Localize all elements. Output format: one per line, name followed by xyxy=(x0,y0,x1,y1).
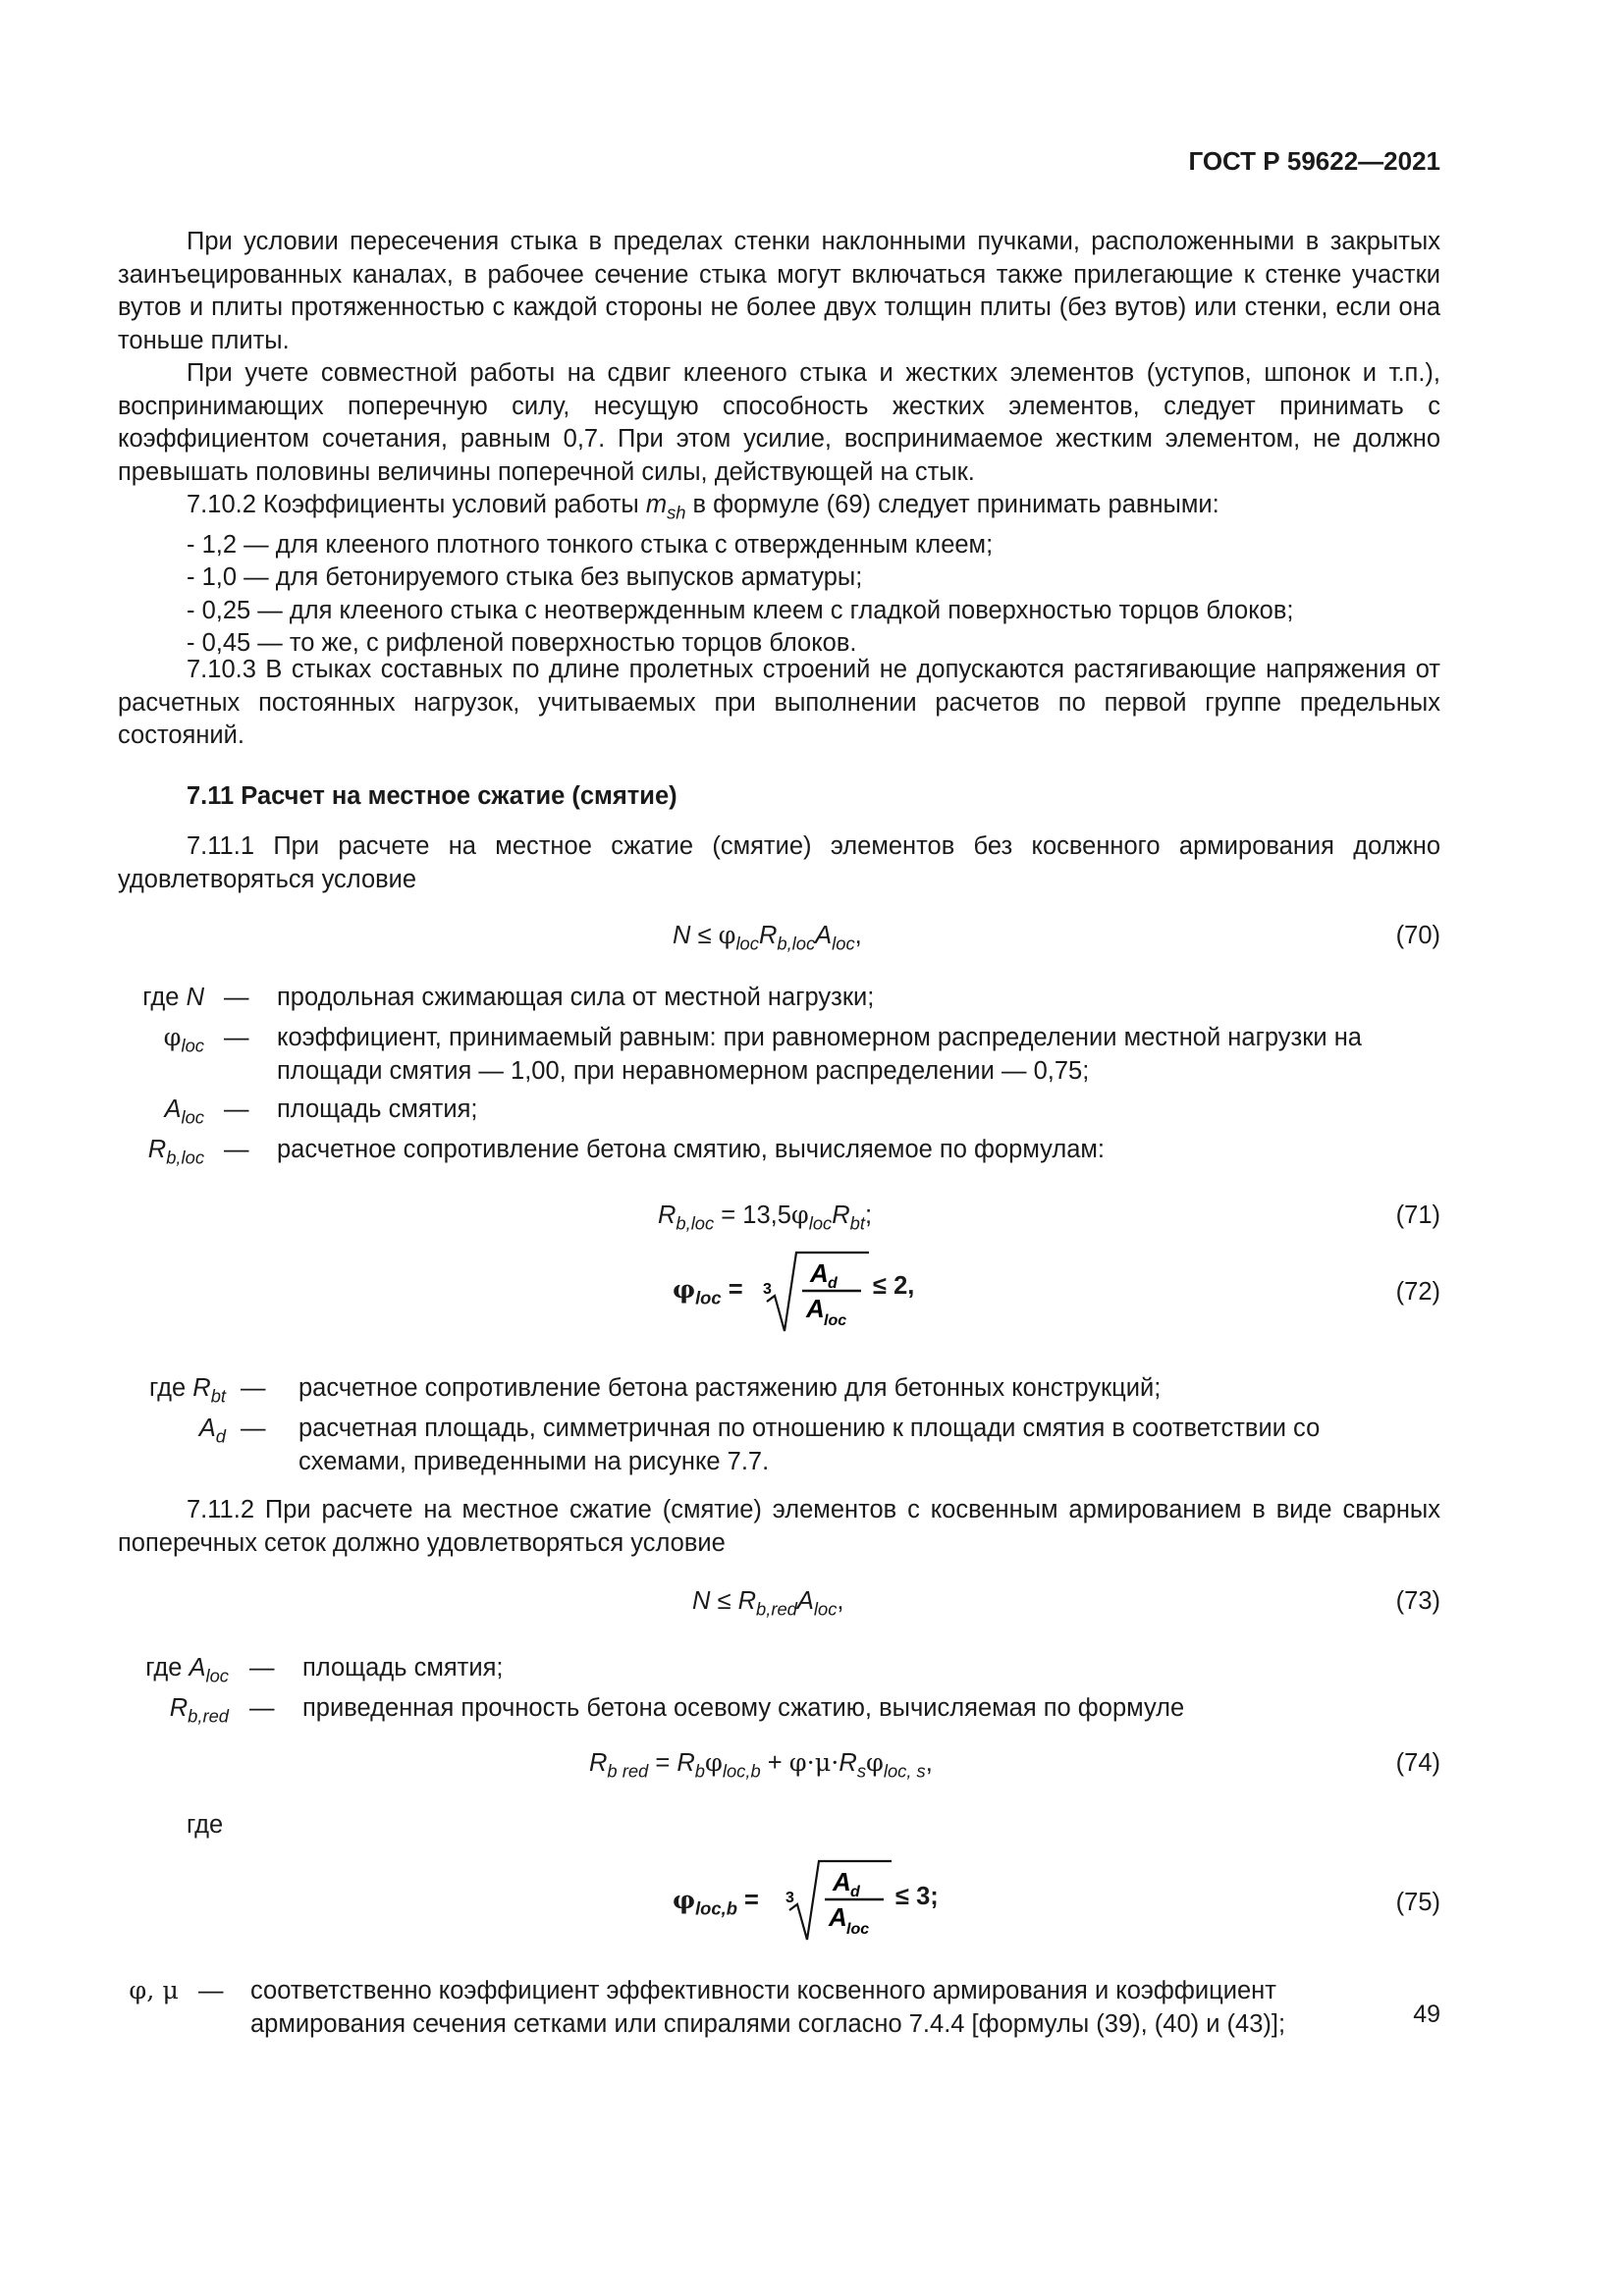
cube-root-sign xyxy=(785,1855,893,1944)
where-label xyxy=(118,1809,1440,1842)
where-dash: — xyxy=(224,1024,249,1051)
where-dash: — xyxy=(249,1654,275,1682)
formula-number: (75) xyxy=(1395,1889,1440,1916)
formula-number: (71) xyxy=(1395,1201,1440,1229)
paragraph-text: 7.11.2 При расчете на местное сжатие (смятие) элементов с косвенным армированием в виде сварных поперечных сеток должно удовлетворяться условие xyxy=(118,1496,1440,1557)
paragraph-text: 7.10.3 В стыках составных по длине пролетных строений не допускаются растягивающие напряжения от расчетных постоянных нагрузок, учитываемых при выполнении расчетов по первой группе предельных состояний. xyxy=(118,656,1440,749)
denominator-sub: loc xyxy=(846,1921,870,1938)
where-dash: — xyxy=(241,1415,266,1442)
document-header: ГОСТ Р 59622—2021 xyxy=(1188,146,1440,176)
formula-expression: $N \le \varphi_{loc}R_{b,loc}A_{loc}$, xyxy=(673,921,862,954)
where-dash: — xyxy=(198,1977,224,2004)
formula-number: (73) xyxy=(1395,1587,1440,1615)
formula-number: (72) xyxy=(1395,1278,1440,1306)
root-index: 3 xyxy=(785,1890,794,1906)
where-symbol: $A_d$ xyxy=(198,1415,226,1447)
formula-71 xyxy=(118,1200,1440,1239)
clause-7-11-1 xyxy=(118,830,1440,896)
where-symbol: где $R_{bt}$ xyxy=(148,1374,226,1407)
paragraph-text: При учете совместной работы на сдвиг клееного стыка и жестких элементов (уступов, шпонок и т.п.), воспринимающих поперечную силу, несущую способность жестких элементов, следует принимать с коэффициентом сочетания, равным 0,7. При этом усилие, воспринимаемое жестким элементом, не должно превышать половины величины поперечной силы, действующей на стык. xyxy=(118,359,1440,486)
clause-7-10-3 xyxy=(118,654,1440,753)
where-definition: площадь смятия; xyxy=(277,1095,478,1123)
clause-7-11-2 xyxy=(118,1494,1440,1560)
denominator-A: A xyxy=(806,1294,825,1323)
formula-number: (70) xyxy=(1395,922,1440,949)
formula-expression: $R_{b red} = R_b\varphi_{loc,b} + \varphi\cdot\mu\cdot R_s\varphi_{loc, s}$, xyxy=(589,1748,933,1782)
bound: ≤ 3; xyxy=(895,1883,939,1910)
list-item: - 0,25 — для клееного стыка с неотвержденным клеем с гладкой поверхностью торцов блоков; xyxy=(187,596,1294,624)
where-dash: — xyxy=(249,1694,275,1722)
numerator-A: A xyxy=(833,1867,851,1896)
denominator-sub: loc xyxy=(824,1312,847,1329)
numerator-A: A xyxy=(810,1258,829,1288)
numerator-sub: d xyxy=(850,1884,860,1900)
section-heading-7-11 xyxy=(118,780,1440,814)
formula-expression: $R_{b,loc} = 13,5\varphi_{loc}R_{bt}$; xyxy=(658,1201,873,1234)
where-definition: соответственно коэффициент эффективности косвенного армирования и коэффициент армирования сечения сетками или спиралями согласно 7.4.4 [формулы (39), (40) и (43)]; xyxy=(250,1977,1286,2038)
section-title: 7.11 Расчет на местное сжатие (смятие) xyxy=(187,782,677,810)
page-number: 49 xyxy=(1413,2001,1440,2028)
formula-expression: $N \le R_{b,red}A_{loc}$, xyxy=(692,1587,844,1620)
formula-expression: $\varphi_{loc}$ = 3 A d A loc ≤ 2, xyxy=(673,1247,987,1335)
where-dash: — xyxy=(224,1136,249,1163)
where-dash: — xyxy=(224,984,249,1011)
where-dash: — xyxy=(241,1374,266,1402)
where-symbol: $\varphi_{loc}$ xyxy=(163,1023,204,1056)
paragraph-text: 7.11.1 При расчете на местное сжатие (смятие) элементов без косвенного армирования должно удовлетворяться условие xyxy=(118,832,1440,893)
formula-74 xyxy=(118,1747,1440,1787)
root-index: 3 xyxy=(763,1281,772,1298)
where-definition: приведенная прочность бетона осевому сжатию, вычисляемая по формуле xyxy=(302,1694,1185,1722)
list-item: - 1,2 — для клееного плотного тонкого стыка с отвержденным клеем; xyxy=(187,530,994,559)
where-symbol: $A_{loc}$ xyxy=(164,1095,204,1128)
where-dash: — xyxy=(224,1095,249,1123)
denominator-A: A xyxy=(829,1902,847,1932)
where-definition: расчетная площадь, симметричная по отношению к площади смятия в соответствии со схемами, приведенными на рисунке 7.7. xyxy=(298,1415,1321,1475)
where-symbol: где $A_{loc}$ xyxy=(145,1654,229,1686)
formula-expression: $\varphi_{loc,b}$ = 3 A d A loc ≤ 3; xyxy=(673,1855,1006,1944)
formula-72 xyxy=(118,1247,1440,1335)
where-definition: расчетное сопротивление бетона растяжению для бетонных конструкций; xyxy=(298,1374,1162,1402)
where-definition: коэффициент, принимаемый равным: при равномерном распределении местной нагрузки на площади смятия — 1,00, при неравномерном распределении — 0,75; xyxy=(277,1024,1362,1085)
formula-70 xyxy=(118,920,1440,959)
clause-7-10-2 xyxy=(118,489,1440,661)
formula-number: (74) xyxy=(1395,1749,1440,1777)
where-symbol: где N xyxy=(142,984,204,1011)
clause-7-10-2-text: 7.10.2 Коэффициенты условий работы $m_{sh}$ в формуле (69) следует принимать равными: xyxy=(187,491,1219,523)
where-symbol: $R_{b,loc}$ xyxy=(147,1136,204,1168)
paragraph-text: При условии пересечения стыка в пределах стенки наклонными пучками, расположенными в закрытых заинъецированных каналах, в рабочее сечение стыка могут включаться также прилегающие к стенке участки вутов и плиты протяженностью с каждой стороны не более двух толщин плиты (без вутов) или стенки, если она тоньше плиты. xyxy=(118,228,1440,354)
paragraph-1 xyxy=(118,226,1440,357)
formula-73 xyxy=(118,1585,1440,1625)
list-item: - 1,0 — для бетонируемого стыка без выпусков арматуры; xyxy=(187,563,863,592)
where-definition: площадь смятия; xyxy=(302,1654,504,1682)
cube-root-sign xyxy=(763,1247,871,1335)
formula-75 xyxy=(118,1855,1440,1944)
list-item: - 0,45 — то же, с рифленой поверхностью торцов блоков. xyxy=(187,629,857,658)
numerator-sub: d xyxy=(828,1275,838,1292)
where-definition: продольная сжимающая сила от местной нагрузки; xyxy=(277,984,875,1011)
where-text: где xyxy=(187,1811,224,1839)
paragraph-2 xyxy=(118,357,1440,489)
where-symbol: $R_{b,red}$ xyxy=(169,1694,229,1727)
where-definition: расчетное сопротивление бетона смятию, вычисляемое по формулам: xyxy=(277,1136,1106,1163)
bound: ≤ 2, xyxy=(873,1272,915,1300)
where-symbol: φ, μ xyxy=(129,1976,179,2005)
